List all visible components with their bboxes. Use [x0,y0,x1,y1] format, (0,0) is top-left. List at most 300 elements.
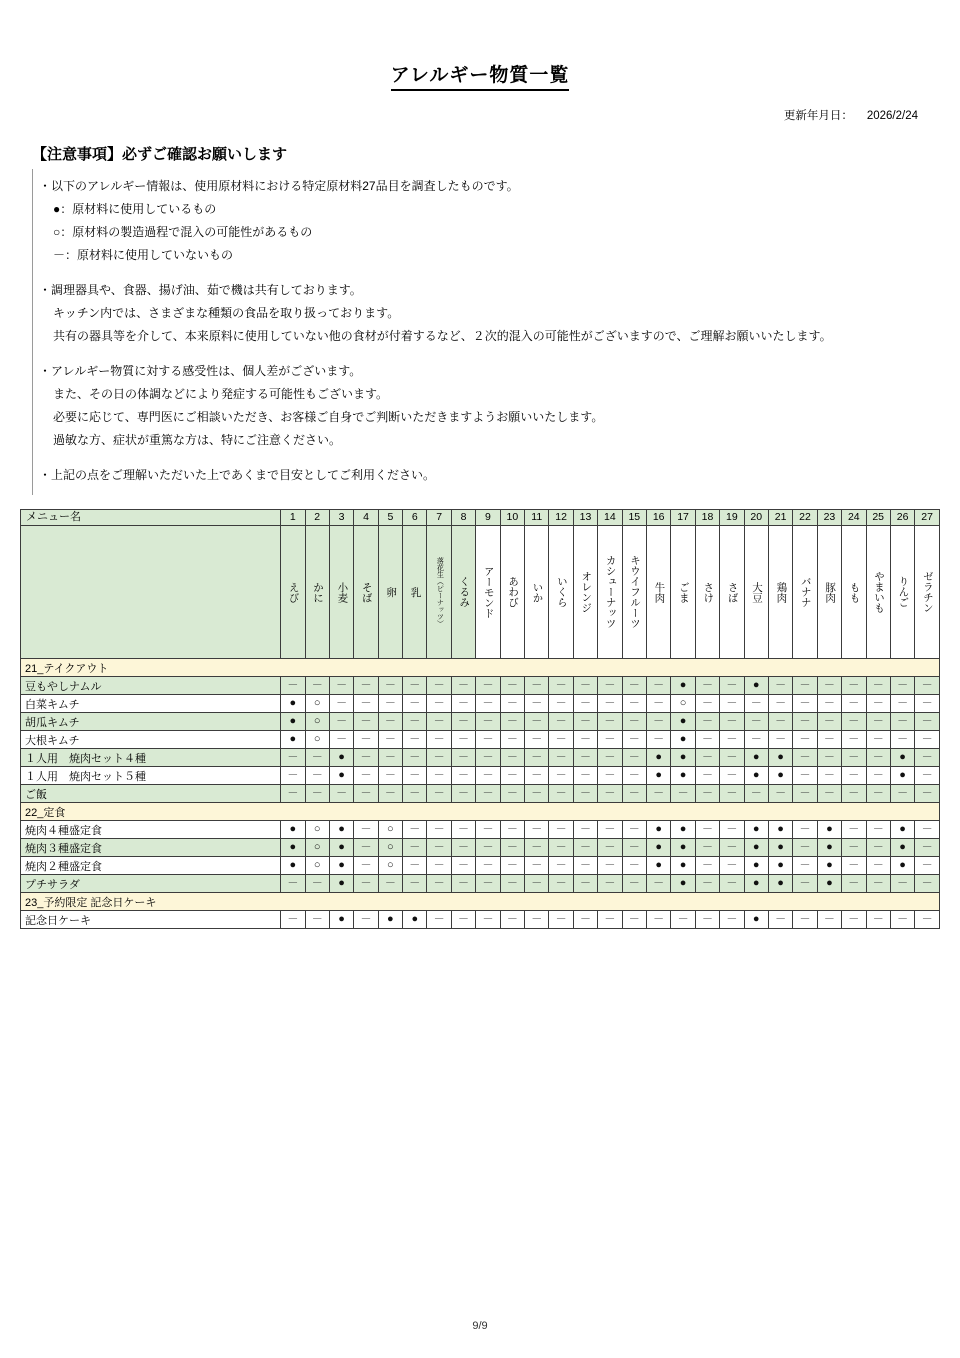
allergen-cell: － [403,839,427,857]
notice-line: －：原材料に使用していないもの [53,248,234,262]
allergen-cell: ● [671,875,695,893]
allergen-cell: － [378,875,402,893]
allergen-cell: ○ [305,695,329,713]
allergen-cell: － [915,839,940,857]
allergen-name-label: 鶏肉 [775,581,788,603]
allergen-cell: － [866,785,890,803]
allergen-cell: － [768,713,792,731]
allergen-header-23 [817,526,841,659]
allergen-cell: － [720,821,744,839]
allergen-cell: ○ [305,857,329,875]
allergen-cell: － [866,767,890,785]
allergen-header-26 [890,526,914,659]
allergen-header-24 [842,526,866,659]
allergen-cell: ● [378,911,402,929]
allergen-header-18 [695,526,719,659]
allergen-cell: － [549,785,573,803]
allergen-cell: － [403,695,427,713]
allergen-cell: － [378,695,402,713]
allergen-number-header: 12 [549,510,573,526]
allergen-cell: － [866,731,890,749]
allergen-cell: － [866,857,890,875]
allergen-cell: － [598,767,622,785]
allergen-cell: － [598,875,622,893]
table-row [21,911,940,929]
menu-column-spacer [21,526,281,659]
allergen-cell: － [793,731,817,749]
allergen-header-8 [451,526,475,659]
allergen-cell: － [525,767,549,785]
allergen-header-2 [305,526,329,659]
allergen-cell: － [720,911,744,929]
allergen-cell: ● [817,857,841,875]
allergen-cell: － [598,677,622,695]
menu-item-name: ご飯 [21,785,281,803]
allergen-cell: － [842,911,866,929]
allergen-table-body [21,659,940,929]
allergen-cell: － [866,677,890,695]
menu-item-name: 焼肉４種盛定食 [21,821,281,839]
allergen-name-label: くるみ [458,576,471,608]
allergen-number-header: 16 [646,510,670,526]
allergen-cell: － [451,911,475,929]
allergen-number-header: 11 [525,510,549,526]
allergen-cell: ● [671,839,695,857]
allergen-cell: － [451,677,475,695]
allergen-cell: － [695,767,719,785]
allergen-cell: － [403,857,427,875]
allergen-name-label: やまいも [872,571,885,613]
allergen-cell: － [671,785,695,803]
notice-line: ・上記の点をご理解いただいた上であくまで目安としてご利用ください。 [39,468,436,482]
allergen-cell: ● [744,839,768,857]
allergen-header-27 [915,526,940,659]
allergen-cell: － [403,677,427,695]
allergen-cell: － [525,731,549,749]
allergen-header-1 [281,526,305,659]
allergen-cell: － [720,731,744,749]
allergen-name-label: いくら [555,576,568,608]
allergen-cell: － [915,749,940,767]
allergen-cell: － [793,749,817,767]
allergen-cell: ● [646,749,670,767]
allergen-cell: ● [744,749,768,767]
allergen-cell: － [305,911,329,929]
allergen-cell: ● [890,749,914,767]
allergen-header-16 [646,526,670,659]
menu-item-name: 焼肉２種盛定食 [21,857,281,875]
allergen-cell: － [817,767,841,785]
allergen-cell: ● [744,677,768,695]
allergen-cell: － [549,749,573,767]
allergen-cell: － [451,821,475,839]
allergen-cell: ● [744,857,768,875]
allergen-cell: ● [646,839,670,857]
allergen-name-label: アーモンド [482,565,495,619]
allergen-cell: － [476,839,500,857]
allergen-cell: ○ [305,821,329,839]
allergen-cell: － [768,695,792,713]
allergen-cell: － [525,785,549,803]
allergen-cell: － [646,911,670,929]
allergen-cell: － [842,749,866,767]
allergen-cell: － [842,821,866,839]
allergen-cell: － [281,677,305,695]
allergen-cell: － [500,785,524,803]
allergen-cell: － [451,731,475,749]
allergen-cell: ○ [378,821,402,839]
allergen-cell: － [744,695,768,713]
allergen-cell: ● [646,857,670,875]
allergen-cell: － [281,767,305,785]
allergen-cell: － [598,839,622,857]
allergen-number-header: 24 [842,510,866,526]
allergen-cell: － [793,785,817,803]
allergen-name-label: 大豆 [750,581,763,603]
allergen-cell: ○ [378,857,402,875]
allergen-number-header: 27 [915,510,940,526]
allergen-cell: － [427,713,451,731]
allergen-header-21 [768,526,792,659]
allergen-number-header: 21 [768,510,792,526]
allergen-number-header: 15 [622,510,646,526]
allergen-cell: － [817,911,841,929]
allergen-cell: － [890,713,914,731]
allergen-cell: － [646,713,670,731]
allergen-cell: － [500,713,524,731]
menu-item-name: プチサラダ [21,875,281,893]
allergen-cell: － [622,695,646,713]
allergen-cell: － [646,677,670,695]
allergen-name-label: バナナ [799,576,812,608]
allergen-name-label: キウイフルーツ [629,555,642,629]
allergen-cell: ● [646,767,670,785]
allergen-cell: － [549,695,573,713]
notice-line: 過敏な方、症状が重篤な方は、特にご注意ください。 [53,433,342,447]
allergen-cell: － [598,911,622,929]
table-row [21,875,940,893]
allergen-header-25 [866,526,890,659]
allergen-header-22 [793,526,817,659]
allergen-cell: － [866,713,890,731]
allergen-cell: － [549,767,573,785]
allergen-cell: － [525,875,549,893]
allergen-cell: － [842,875,866,893]
allergen-cell: ● [671,677,695,695]
allergen-cell: － [793,875,817,893]
menu-item-name: 焼肉３種盛定食 [21,839,281,857]
allergen-cell: ● [671,713,695,731]
allergen-cell: － [695,911,719,929]
allergen-cell: － [354,857,378,875]
notice-line: 共有の器具等を介して、本来原料に使用していない他の食材が付着するなど、２次的混入の可能性がございますので、ご理解お願いいたします。 [53,329,832,343]
allergen-cell: － [744,713,768,731]
allergen-cell: － [598,785,622,803]
allergen-cell: － [622,677,646,695]
allergen-header-9 [476,526,500,659]
allergen-name-label: 小麦 [336,581,349,603]
allergen-cell: ● [817,821,841,839]
allergen-cell: － [915,911,940,929]
notice-spacer [39,267,932,279]
table-row [21,839,940,857]
table-row [21,749,940,767]
allergen-number-header: 5 [378,510,402,526]
table-row [21,785,940,803]
allergen-header-13 [573,526,597,659]
allergen-cell: － [720,875,744,893]
allergen-cell: － [549,731,573,749]
allergen-cell: － [403,731,427,749]
allergen-cell: － [451,839,475,857]
allergen-cell: － [378,713,402,731]
allergen-cell: － [720,767,744,785]
allergen-cell: － [915,677,940,695]
allergen-cell: － [720,857,744,875]
allergen-cell: ● [646,821,670,839]
allergen-cell: － [622,821,646,839]
section-label: 22_定食 [21,803,940,821]
allergen-cell: － [549,875,573,893]
allergen-header-14 [598,526,622,659]
menu-item-name: 白菜キムチ [21,695,281,713]
allergen-cell: － [842,677,866,695]
allergen-cell: － [890,875,914,893]
allergen-cell: ● [281,731,305,749]
allergen-cell: － [354,731,378,749]
updated-date-label: 更新年月日： [783,110,853,122]
allergen-cell: － [890,911,914,929]
allergen-name-label: 牛肉 [653,581,666,603]
allergen-cell: － [378,677,402,695]
allergen-cell: ● [890,767,914,785]
allergen-cell: － [427,731,451,749]
allergen-cell: － [354,749,378,767]
allergen-number-header: 9 [476,510,500,526]
allergen-cell: － [500,731,524,749]
allergen-cell: － [817,749,841,767]
allergen-cell: － [476,695,500,713]
allergen-cell: － [695,875,719,893]
allergen-cell: － [915,767,940,785]
allergen-number-header: 20 [744,510,768,526]
allergen-cell: － [793,911,817,929]
allergen-cell: － [720,839,744,857]
allergen-name-label: オレンジ [580,571,593,613]
allergen-header-11 [525,526,549,659]
allergen-cell: － [476,731,500,749]
allergen-cell: － [525,695,549,713]
allergen-name-label: ゼラチン [921,571,934,613]
allergen-cell: － [451,785,475,803]
section-label: 23_予約限定 記念日ケーキ [21,893,940,911]
allergen-cell: － [305,749,329,767]
allergen-table-head [21,510,940,659]
allergen-cell: － [500,695,524,713]
allergen-cell: － [842,767,866,785]
title-row [20,0,940,91]
allergen-cell: － [427,749,451,767]
allergen-cell: ● [744,821,768,839]
allergen-cell: － [573,839,597,857]
allergen-cell: ○ [305,713,329,731]
allergen-cell: ● [281,821,305,839]
allergen-number-header: 23 [817,510,841,526]
allergen-cell: － [720,785,744,803]
allergen-cell: － [598,695,622,713]
notice-line: 必要に応じて、専門医にご相談いただき、お客様ご自身でご判断いただきますようお願いいたします。 [53,410,604,424]
allergen-cell: － [817,677,841,695]
allergen-cell: － [622,749,646,767]
allergen-cell: － [573,749,597,767]
allergen-cell: ● [890,839,914,857]
updated-date-row [20,107,940,123]
allergen-number-header: 7 [427,510,451,526]
allergen-name-label: あわび [507,576,520,608]
allergen-cell: － [451,713,475,731]
allergen-cell: ● [281,695,305,713]
allergen-cell: － [573,677,597,695]
allergen-cell: － [622,875,646,893]
allergen-cell: ● [281,857,305,875]
updated-date-value: 2026/2/24 [866,110,918,122]
allergen-number-header: 10 [500,510,524,526]
allergen-name-label: いか [531,581,544,603]
allergen-cell: － [598,713,622,731]
allergen-cell: － [451,695,475,713]
allergen-cell: － [842,785,866,803]
allergen-cell: － [549,677,573,695]
allergen-cell: － [866,875,890,893]
allergen-name-label: そば [360,581,373,603]
notice-line: ●：原材料に使用しているもの [53,202,217,216]
allergen-cell: － [305,875,329,893]
allergen-cell: － [915,731,940,749]
allergen-cell: － [549,821,573,839]
allergen-cell: － [378,767,402,785]
allergen-cell: － [281,875,305,893]
allergen-name-label: さけ [702,581,715,603]
allergen-cell: － [866,749,890,767]
allergen-cell: － [305,767,329,785]
allergen-cell: － [793,821,817,839]
allergen-cell: － [427,857,451,875]
allergen-header-17 [671,526,695,659]
allergen-cell: － [500,911,524,929]
allergen-cell: － [354,677,378,695]
allergen-cell: － [500,839,524,857]
allergen-cell: ● [281,839,305,857]
allergen-cell: － [427,821,451,839]
allergen-cell: － [427,695,451,713]
allergen-cell: ● [768,821,792,839]
menu-item-name: 大根キムチ [21,731,281,749]
allergen-cell: － [646,785,670,803]
allergen-cell: － [695,749,719,767]
allergen-number-header: 13 [573,510,597,526]
allergen-cell: － [525,713,549,731]
allergen-cell: － [720,713,744,731]
allergen-number-header: 2 [305,510,329,526]
table-row [21,821,940,839]
allergen-cell: － [354,695,378,713]
menu-column-header: メニュー名 [21,510,281,526]
allergen-cell: － [622,839,646,857]
table-row [21,767,940,785]
allergen-number-header: 6 [403,510,427,526]
allergen-cell: － [549,839,573,857]
allergen-cell: － [842,731,866,749]
allergen-cell: － [793,713,817,731]
allergen-cell: － [890,731,914,749]
allergen-cell: － [842,839,866,857]
allergen-cell: － [329,785,353,803]
allergen-cell: － [525,911,549,929]
allergen-cell: ● [329,875,353,893]
allergen-cell: ● [890,857,914,875]
allergen-cell: － [793,839,817,857]
page-title: アレルギー物質一覧 [391,60,570,91]
allergen-cell: ● [744,911,768,929]
allergen-cell: ● [281,713,305,731]
allergen-cell: － [403,767,427,785]
allergen-cell: － [573,911,597,929]
allergen-name-label: 豚肉 [824,581,837,603]
allergen-name-label: ごま [677,581,690,603]
allergen-cell: － [451,767,475,785]
allergen-cell: ● [671,731,695,749]
allergen-cell: ● [768,875,792,893]
allergen-cell: － [695,839,719,857]
allergen-cell: － [915,857,940,875]
allergen-header-7 [427,526,451,659]
allergen-cell: － [890,785,914,803]
notice-box [32,169,932,495]
allergen-cell: － [500,749,524,767]
allergen-cell: － [646,875,670,893]
allergen-cell: － [500,677,524,695]
allergen-cell: － [427,875,451,893]
allergen-cell: － [598,731,622,749]
allergen-header-5 [378,526,402,659]
allergen-cell: ● [329,911,353,929]
allergen-cell: － [354,839,378,857]
allergen-cell: － [598,821,622,839]
allergen-cell: ● [329,749,353,767]
allergen-cell: － [476,713,500,731]
notice-line: また、その日の体調などにより発症する可能性もございます。 [53,387,389,401]
allergen-number-header: 19 [720,510,744,526]
allergen-cell: － [476,911,500,929]
allergen-cell: － [476,767,500,785]
allergen-cell: － [451,857,475,875]
allergen-cell: － [842,857,866,875]
allergen-cell: ○ [378,839,402,857]
section-header-row [21,659,940,677]
allergen-cell: － [305,785,329,803]
allergen-cell: － [329,713,353,731]
allergen-name-label: もも [848,581,861,603]
allergen-name-label: えび [287,581,300,603]
allergen-cell: － [329,731,353,749]
allergen-cell: － [720,749,744,767]
allergen-cell: － [842,695,866,713]
allergen-name-row [21,526,940,659]
allergen-cell: － [622,731,646,749]
allergen-cell: ○ [305,839,329,857]
allergen-cell: － [403,713,427,731]
allergen-cell: － [671,911,695,929]
